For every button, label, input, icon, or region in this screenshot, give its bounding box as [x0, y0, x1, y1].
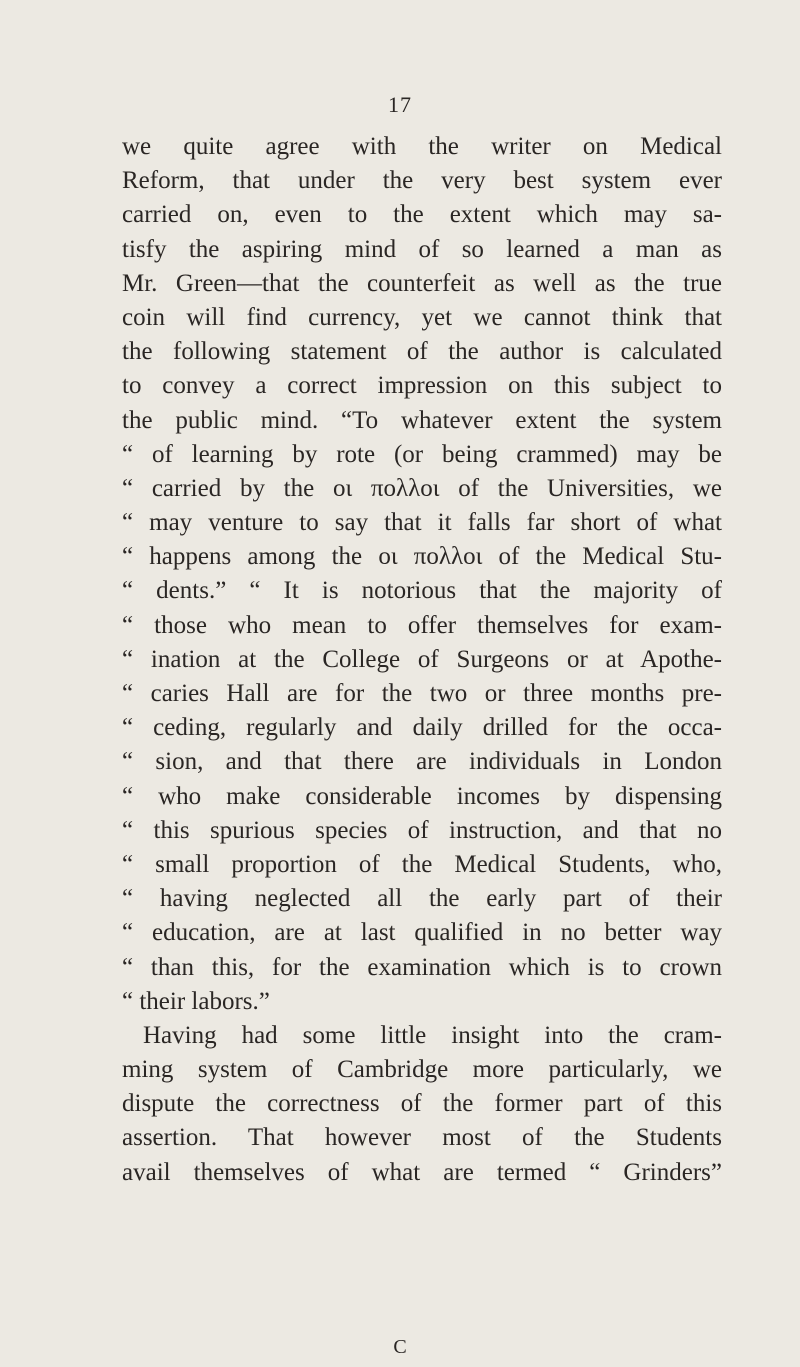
text-line: Reform, that under the very best system ever — [122, 167, 722, 195]
text-line: carried on, even to the extent which may sa- — [122, 201, 722, 229]
text-line: the following statement of the author is calculated — [122, 338, 722, 366]
text-line: “ small proportion of the Medical Students, who, — [122, 850, 722, 878]
text-line: “ who make considerable incomes by dispensing — [122, 782, 722, 810]
signature-mark: C — [393, 1336, 407, 1358]
text-line: “ happens among the οι πολλοι of the Medical Stu- — [122, 543, 722, 571]
text-line: “ education, are at last qualified in no better way — [122, 919, 722, 947]
text-line: “ those who mean to offer themselves for exam- — [122, 611, 722, 639]
text-line: “ caries Hall are for the two or three months pre- — [122, 680, 722, 707]
body-text — [122, 130, 722, 1190]
text-line: “ ination at the College of Surgeons or at Apothe- — [122, 645, 722, 673]
text-line: “ ceding, regularly and daily drilled for the occa- — [122, 714, 722, 742]
text-line: Mr. Green—that the counterfeit as well as the true — [122, 269, 722, 297]
text-line: “ of learning by rote (or being crammed) may be — [122, 440, 722, 468]
text-line: dispute the correctness of the former part of this — [122, 1090, 722, 1118]
text-line: “ having neglected all the early part of their — [122, 885, 722, 913]
text-line: coin will find currency, yet we cannot think that — [122, 303, 722, 331]
text-line: Having had some little insight into the cram- — [143, 1021, 722, 1049]
text-line: the public mind. “To whatever extent the system — [122, 406, 722, 434]
page-number: 17 — [388, 92, 412, 117]
text-line: “ carried by the οι πολλοι of the Universities, we — [122, 474, 722, 502]
text-line: “ may venture to say that it falls far short of what — [122, 509, 722, 537]
text-line: avail themselves of what are termed “ Grinders” — [122, 1158, 722, 1186]
text-line: “ sion, and that there are individuals in London — [122, 748, 722, 776]
text-line: “ dents.” “ It is notorious that the majority of — [122, 577, 722, 605]
text-line: tisfy the aspiring mind of so learned a man as — [122, 235, 722, 263]
text-line: assertion. That however most of the Students — [122, 1124, 722, 1152]
text-line: to convey a correct impression on this subject to — [122, 372, 722, 400]
text-line: ming system of Cambridge more particularly, we — [122, 1056, 722, 1084]
text-line: “ than this, for the examination which is to crown — [122, 953, 722, 981]
text-line: we quite agree with the writer on Medical — [122, 133, 722, 160]
text-line: “ their labors.” — [122, 987, 270, 1015]
text-line: “ this spurious species of instruction, and that no — [122, 816, 722, 844]
